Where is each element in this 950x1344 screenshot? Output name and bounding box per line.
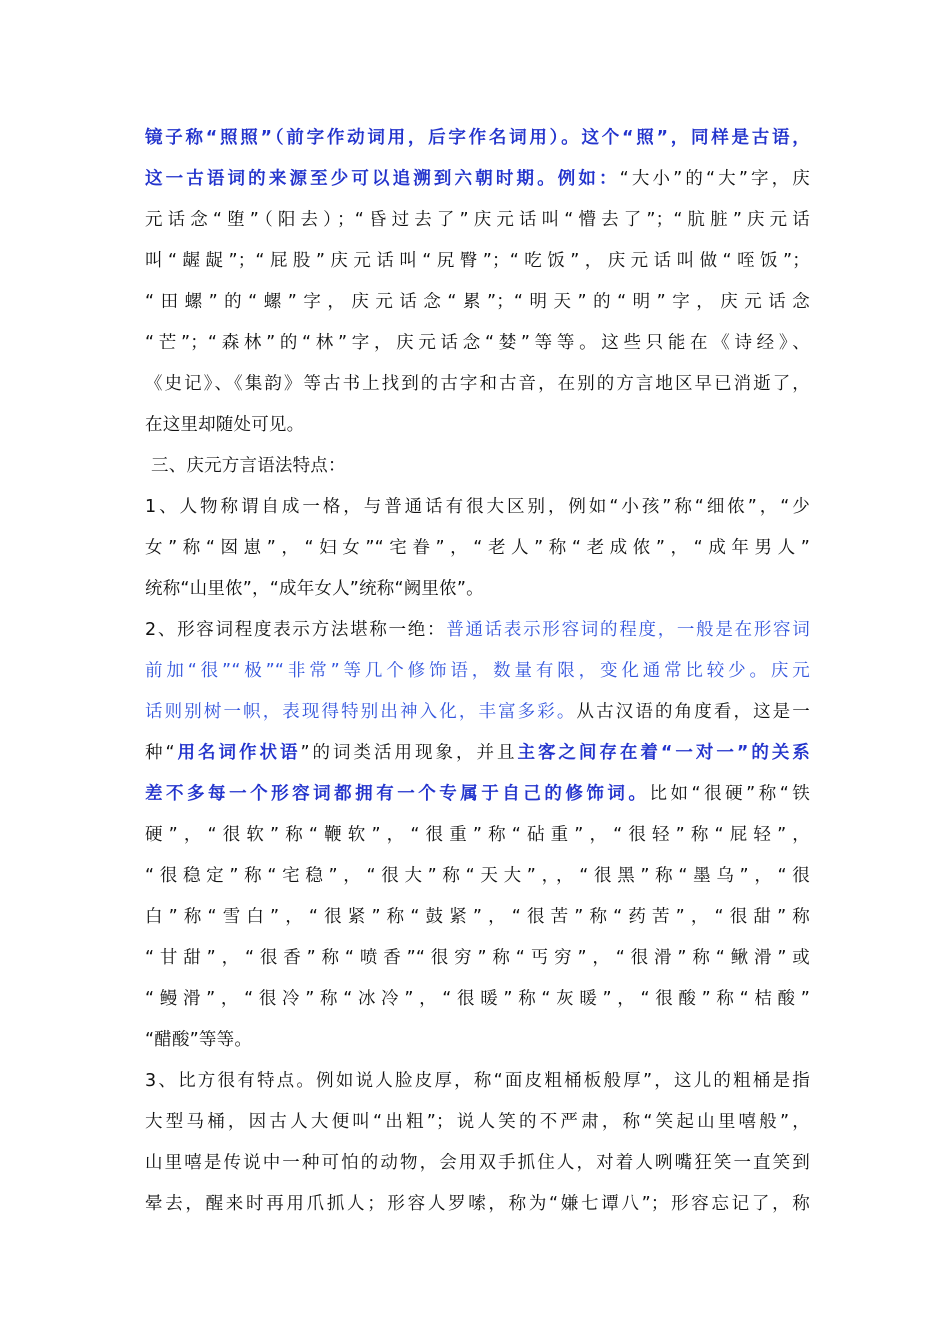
text-line [145,323,810,364]
text-segment: 从古汉语的角度看，这是一 [576,702,810,722]
text-line [145,528,810,569]
text-segment: 在这里却随处可见。 [145,415,305,435]
text-segment: 普通话表示形容词的程度，一般是在形容词 [446,620,810,640]
text-segment: 山里嘻是传说中一种可怕的动物，会用双手抓住人，对着人咧嘴狂笑一直笑到 [145,1153,810,1173]
text-segment: “大小”的“大”字，庆 [619,169,810,189]
text-segment: “很稳定”称“宅稳”，“很大”称“天大”，，“很黑”称“墨乌”，“很 [145,866,810,886]
text-segment: 叫“龌龊”；“屁股”庆元话叫“尻臀”；“吃饭”，庆元话叫做“咥饭”； [145,251,810,271]
text-line [145,200,810,241]
text-segment: 《史记》、《集韵》等古书上找到的古字和古音，在别的方言地区早已消逝了， [145,374,810,394]
text-segment: 1、人物称谓自成一格，与普通话有很大区别，例如“小孩”称“细侬”，“少 [145,497,810,517]
text-segment: 用名词作状语 [174,743,301,763]
text-segment: 晕去，醒来时再用爪抓人；形容人罗嗦，称为“嫌七谭八”；形容忘记了，称 [145,1194,810,1214]
text-segment: 三、庆元方言语法特点： [151,456,346,476]
text-segment: “芒”；“森林”的“林”字，庆元话念“婪”等等。这些只能在《诗经》、 [145,333,810,353]
text-segment: 这一古语词的来源至少可以追溯到六朝时期。例如： [145,169,620,189]
text-line [145,1061,810,1102]
text-line [145,1102,810,1143]
text-segment: 白”称“雪白”，“很紧”称“鼓紧”，“很苦”称“药苦”，“很甜”称 [145,907,810,927]
text-segment: 大型马桶，因古人大便叫“出粗”；说人笑的不严肃，称“笑起山里嘻般”， [145,1112,810,1132]
text-segment: 前加“很”“极”“非常”等几个修饰语，数量有限，变化通常比较少。庆元 [145,661,810,681]
text-line [145,938,810,979]
text-line [145,241,810,282]
text-line [145,856,810,897]
text-segment: “田螺”的“螺”字，庆元话念“累”；“明天”的“明”字，庆元话念 [145,292,810,312]
text-segment: 话则别树一帜，表现得特别出神入化，丰富多彩。 [145,702,577,722]
text-line [145,774,810,815]
text-line [145,815,810,856]
text-segment: ”的词类活用现象，并且 [300,743,518,763]
text-line [145,651,810,692]
text-line [145,897,810,938]
text-line [145,979,810,1020]
text-segment: 差不多每一个形容词都拥有一个专属于自己的修饰词。 [145,784,650,804]
text-segment: 硬”，“很软”称“鞭软”，“很重”称“砧重”，“很轻”称“屁轻”， [145,825,810,845]
text-segment: 统称“山里侬”，“成年女人”统称“阙里侬”。 [145,579,484,599]
text-line [145,405,810,446]
body-text [145,118,810,1225]
text-line [145,1020,810,1061]
text-line [145,282,810,323]
text-line [145,733,810,774]
text-line [145,364,810,405]
text-line [145,446,810,487]
text-segment: 比如“很硬”称“铁 [649,784,810,804]
text-segment: 3、比方很有特点。例如说人脸皮厚，称“面皮粗桶板般厚”，这儿的粗桶是指 [145,1071,810,1091]
text-segment: 种“ [145,743,175,763]
text-line [145,1143,810,1184]
text-segment: 元话念“堕”（阳去）；“昏过去了”庆元话叫“懵去了”；“肮脏”庆元话 [145,210,810,230]
text-segment: 女”称“囡崽”，“妇女”“宅眷”，“老人”称“老成侬”，“成年男人” [145,538,810,558]
text-segment: 镜子称“照照”（前字作动词用，后字作名词用）。这个“照”，同样是古语， [145,128,810,148]
text-line [145,569,810,610]
text-line [145,610,810,651]
text-line [145,159,810,200]
text-segment: 主客之间存在着“一对一”的关系 [517,743,811,763]
text-line [145,1184,810,1225]
text-segment: 2、形容词程度表示方法堪称一绝： [145,620,447,640]
text-segment: “醋酸”等等。 [145,1030,253,1050]
text-line [145,118,810,159]
text-segment: “鳗滑”，“很冷”称“冰冷”，“很暖”称“灰暖”，“很酸”称“桔酸” [145,989,810,1009]
text-line [145,487,810,528]
text-segment: “甘甜”，“很香”称“喷香”“很穷”称“丐穷”，“很滑”称“鳅滑”或 [145,948,810,968]
text-line [145,692,810,733]
